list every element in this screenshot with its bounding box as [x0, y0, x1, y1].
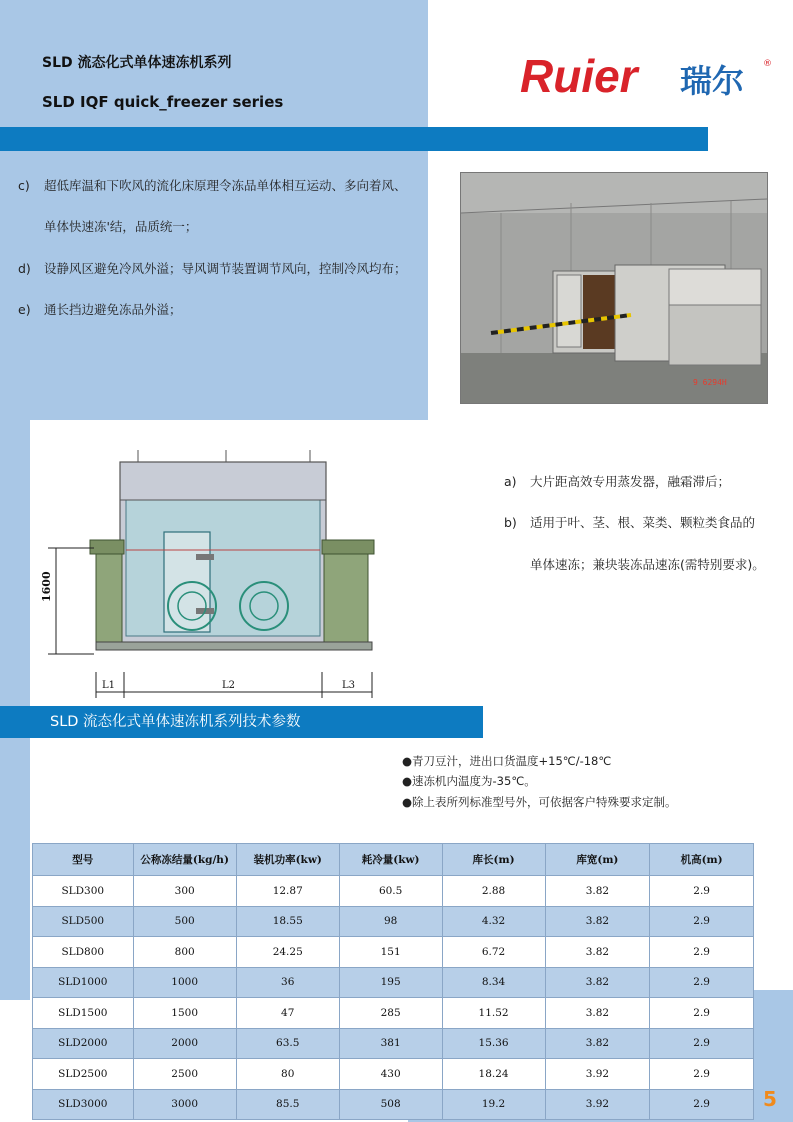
page-title-cn: SLD 流态化式单体速冻机系列	[42, 55, 232, 71]
feature-text: 通长挡边避免冻品外溢；	[44, 302, 182, 317]
table-cell: 285	[339, 998, 442, 1029]
logo-text-cn: 瑞尔	[680, 62, 745, 100]
freezer-technical-drawing	[42, 436, 414, 698]
table-header-row	[33, 844, 754, 876]
table-row	[33, 1059, 754, 1090]
table-cell: 3.82	[545, 967, 650, 998]
logo-graphic	[520, 50, 780, 102]
table-cell: 36	[236, 967, 339, 998]
table-cell: 63.5	[236, 1028, 339, 1059]
table-cell: 18.24	[442, 1059, 545, 1090]
table-row	[33, 1028, 754, 1059]
table-cell: SLD500	[33, 906, 134, 937]
table-cell: 80	[236, 1059, 339, 1090]
feature-label: d)	[18, 261, 31, 276]
feature-item-c	[18, 176, 407, 194]
table-cell: 18.55	[236, 906, 339, 937]
table-cell: 60.5	[339, 876, 442, 907]
table-row	[33, 906, 754, 937]
header-band	[0, 127, 708, 151]
table-cell: 47	[236, 998, 339, 1029]
brand-logo	[520, 50, 780, 102]
table-cell: 15.36	[442, 1028, 545, 1059]
table-cell: SLD2000	[33, 1028, 134, 1059]
table-cell: 3.82	[545, 906, 650, 937]
note-item: ●青刀豆汁，进出口货温度+15℃/-18℃	[402, 754, 612, 768]
table-cell: 1000	[133, 967, 236, 998]
table-cell: 12.87	[236, 876, 339, 907]
table-cell: 19.2	[442, 1089, 545, 1120]
specs-table	[32, 843, 754, 1120]
photo-caption: 9 6294H	[693, 378, 727, 387]
table-cell: 2.9	[650, 876, 754, 907]
column-header: 装机功率(kw)	[236, 844, 339, 876]
column-header: 型号	[33, 844, 134, 876]
table-cell: 2.9	[650, 906, 754, 937]
table-cell: SLD2500	[33, 1059, 134, 1090]
table-cell: 2.9	[650, 967, 754, 998]
table-row	[33, 937, 754, 968]
table-cell: 2.9	[650, 937, 754, 968]
feature-text: 适用于叶、茎、根、菜类、颗粒类食品的	[530, 515, 756, 530]
table-cell: 85.5	[236, 1089, 339, 1120]
table-cell: 1500	[133, 998, 236, 1029]
freezer-room-photo	[460, 172, 768, 404]
table-cell: SLD300	[33, 876, 134, 907]
feature-label: e)	[18, 302, 31, 317]
logo-registered-mark: ®	[763, 59, 772, 69]
table-cell: 300	[133, 876, 236, 907]
table-cell: 6.72	[442, 937, 545, 968]
table-cell: 430	[339, 1059, 442, 1090]
table-cell: 2500	[133, 1059, 236, 1090]
table-row	[33, 998, 754, 1029]
table-cell: 3000	[133, 1089, 236, 1120]
dimension-l2: L2	[222, 680, 236, 691]
table-cell: SLD1500	[33, 998, 134, 1029]
table-cell: SLD1000	[33, 967, 134, 998]
note-item: ●除上表所列标准型号外，可依据客户特殊要求定制。	[402, 795, 677, 809]
page-number: 5	[763, 1087, 777, 1111]
table-cell: 381	[339, 1028, 442, 1059]
table-row	[33, 876, 754, 907]
table-cell: 195	[339, 967, 442, 998]
feature-item-b-cont	[504, 555, 765, 573]
feature-item-e	[18, 300, 182, 318]
table-cell: 4.32	[442, 906, 545, 937]
feature-text: 单体速冻；兼块装冻品速冻(需特别要求)。	[530, 557, 765, 572]
table-cell: 500	[133, 906, 236, 937]
feature-item-d	[18, 259, 407, 277]
table-cell: 3.82	[545, 876, 650, 907]
table-cell: 3.82	[545, 937, 650, 968]
table-cell: 508	[339, 1089, 442, 1120]
table-cell: 8.34	[442, 967, 545, 998]
column-header: 公称冻结量(kg/h)	[133, 844, 236, 876]
table-cell: 2.9	[650, 1059, 754, 1090]
logo-text-latin: Ruier	[520, 50, 638, 102]
dimension-l3: L3	[342, 680, 356, 691]
feature-text: 设静风区避免冷风外溢；导风调节装置调节风向，控制冷风均布；	[44, 261, 407, 276]
table-cell: 151	[339, 937, 442, 968]
table-cell: 800	[133, 937, 236, 968]
table-cell: 3.92	[545, 1059, 650, 1090]
feature-label: b)	[504, 515, 517, 530]
table-cell: 2000	[133, 1028, 236, 1059]
column-header: 库宽(m)	[545, 844, 650, 876]
table-cell: 2.9	[650, 1089, 754, 1120]
table-cell: 98	[339, 906, 442, 937]
table-row	[33, 1089, 754, 1120]
table-cell: 2.9	[650, 998, 754, 1029]
note-item: ●速冻机内温度为-35℃。	[402, 774, 536, 788]
page-title-en: SLD IQF quick_freezer series	[42, 93, 284, 111]
feature-label: c)	[18, 178, 30, 193]
feature-item-c-cont	[18, 217, 197, 235]
table-cell: 3.82	[545, 1028, 650, 1059]
table-cell: 2.88	[442, 876, 545, 907]
table-cell: 24.25	[236, 937, 339, 968]
feature-text: 单体快速冻'结，品质统一；	[44, 219, 198, 234]
table-cell: 2.9	[650, 1028, 754, 1059]
table-row	[33, 967, 754, 998]
section-title-bar	[0, 706, 483, 738]
column-header: 库长(m)	[442, 844, 545, 876]
table-cell: 3.92	[545, 1089, 650, 1120]
section-title: SLD 流态化式单体速冻机系列技术参数	[50, 714, 301, 730]
table-cell: SLD3000	[33, 1089, 134, 1120]
column-header: 机高(m)	[650, 844, 754, 876]
table-cell: 11.52	[442, 998, 545, 1029]
dimension-l1: L1	[102, 680, 116, 691]
feature-label: a)	[504, 474, 517, 489]
feature-item-a	[504, 472, 730, 490]
dimension-height: 1600	[40, 571, 53, 602]
table-cell: SLD800	[33, 937, 134, 968]
feature-text: 大片距高效专用蒸发器，融霜滞后；	[530, 474, 731, 489]
feature-text: 超低库温和下吹风的流化床原理令冻品单体相互运动、多向着风、	[44, 178, 407, 193]
column-header: 耗冷量(kw)	[339, 844, 442, 876]
feature-item-b	[504, 513, 755, 531]
table-cell: 3.82	[545, 998, 650, 1029]
